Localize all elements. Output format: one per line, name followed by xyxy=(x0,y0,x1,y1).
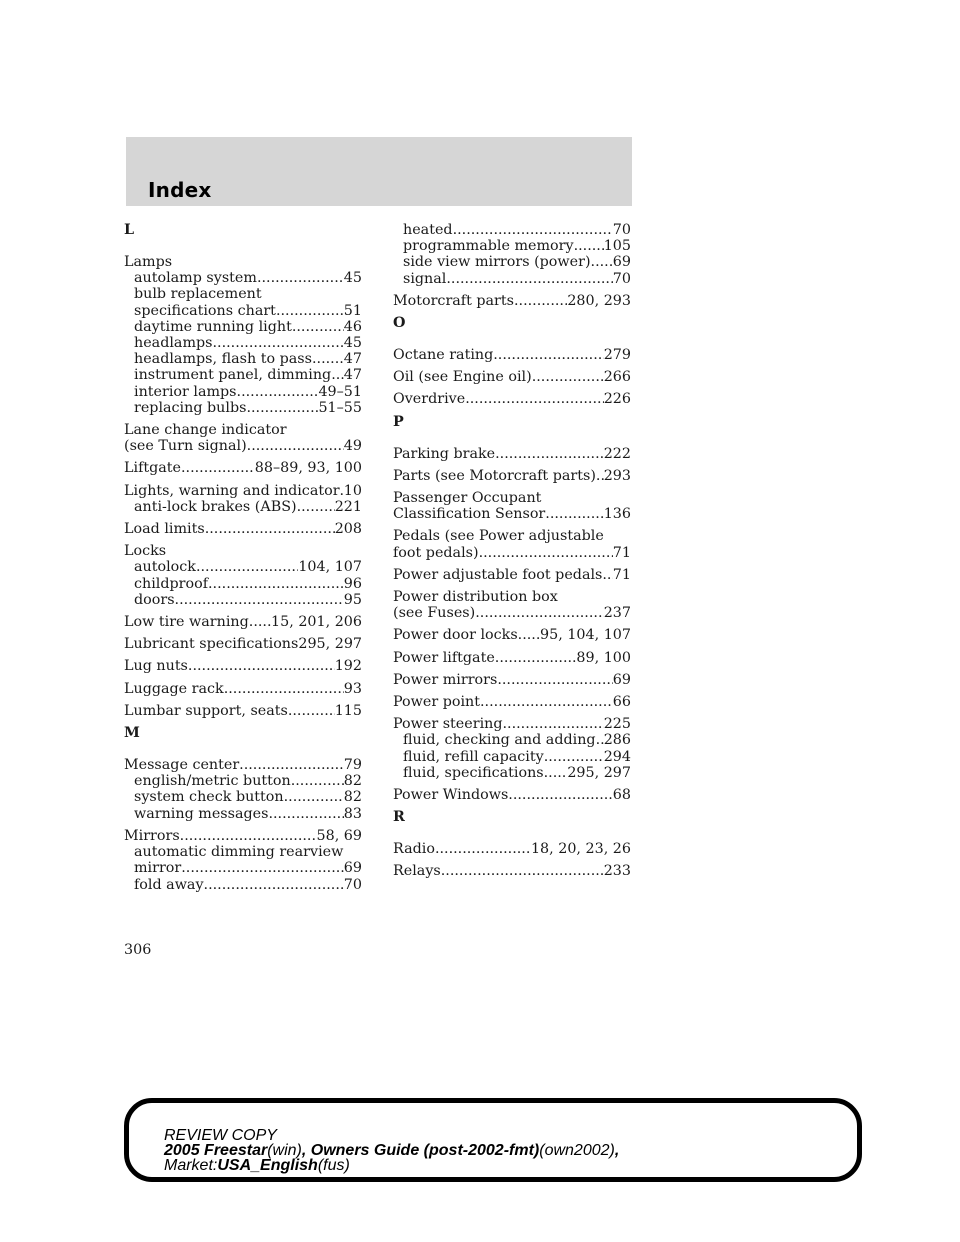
dot-leader xyxy=(596,468,604,484)
entry-term: Motorcraft parts xyxy=(393,292,514,309)
dot-leader xyxy=(196,559,298,575)
entry-term: replacing bulbs xyxy=(134,399,247,416)
index-subentry xyxy=(124,384,362,400)
index-subentry xyxy=(393,271,631,287)
entry-term: autolamp system xyxy=(134,270,257,287)
index-entry-line xyxy=(124,543,362,559)
index-entry xyxy=(124,636,362,652)
dot-leader xyxy=(479,545,613,561)
index-entry-line xyxy=(393,650,631,666)
document-id-line: 2005 Freestar(win), Owners Guide (post-2002-fmt)(own2002), xyxy=(164,1142,620,1159)
entry-term: english/metric button xyxy=(134,773,291,790)
index-subentry xyxy=(393,732,631,748)
entry-term: fluid, checking and adding xyxy=(403,732,596,749)
dot-leader xyxy=(435,841,531,857)
index-entry xyxy=(393,567,631,583)
dot-leader xyxy=(205,521,335,537)
dot-leader xyxy=(239,757,344,773)
page-reference: 58, 69 xyxy=(316,827,362,844)
index-entry-line xyxy=(393,694,631,710)
section-header-bar xyxy=(126,137,632,206)
entry-term: Power distribution box xyxy=(393,589,558,606)
dot-leader xyxy=(495,446,604,462)
index-entry-line xyxy=(393,506,631,522)
entry-term: signal xyxy=(403,270,447,287)
index-entry xyxy=(124,614,362,630)
dot-leader xyxy=(291,773,344,789)
page-reference: 294 xyxy=(603,748,631,765)
dot-leader xyxy=(508,787,613,803)
index-subentry xyxy=(393,254,631,270)
index-subentry xyxy=(124,303,362,319)
entry-term: Octane rating xyxy=(393,347,494,364)
page-reference: 95, 104, 107 xyxy=(540,627,631,644)
page-reference: 83 xyxy=(343,805,362,822)
dot-leader xyxy=(544,765,568,781)
page-reference: 93 xyxy=(343,680,362,697)
index-entry-line xyxy=(124,460,362,476)
index-entry-line xyxy=(124,757,362,773)
entry-term: autolock xyxy=(134,559,196,576)
index-entry-line xyxy=(393,627,631,643)
index-entry xyxy=(124,543,362,608)
index-letter-heading: L xyxy=(124,222,135,238)
page-reference: 104, 107 xyxy=(298,559,362,576)
page-reference: 208 xyxy=(334,521,362,538)
index-subentry xyxy=(124,789,362,805)
page-reference: 192 xyxy=(334,658,362,675)
entry-term: Lane change indicator xyxy=(124,422,287,439)
index-subentry xyxy=(124,270,362,286)
dot-leader xyxy=(312,351,344,367)
entry-term: foot pedals) xyxy=(393,544,479,561)
index-entry xyxy=(124,703,362,719)
dot-leader xyxy=(204,877,344,893)
index-entry-line xyxy=(124,438,362,454)
page-reference: 66 xyxy=(612,694,631,711)
index-entry xyxy=(393,222,631,287)
page-reference: 51–55 xyxy=(318,399,362,416)
page-reference: 15, 201, 206 xyxy=(271,614,362,631)
entry-term: automatic dimming rearview xyxy=(134,844,344,861)
entry-term: childproof xyxy=(134,575,209,592)
page-reference: 68 xyxy=(612,787,631,804)
dot-leader xyxy=(545,506,603,522)
dot-leader xyxy=(188,658,335,674)
entry-term: doors xyxy=(134,591,175,608)
index-letter-heading: P xyxy=(393,413,404,430)
entry-term: mirror xyxy=(134,860,182,877)
page-reference: 45 xyxy=(343,270,362,287)
page-reference: 266 xyxy=(603,369,631,386)
index-entry-line xyxy=(124,636,362,652)
entry-term: fluid, refill capacity xyxy=(403,748,544,765)
index-entry xyxy=(393,672,631,688)
index-entry-line xyxy=(393,567,631,583)
dot-leader xyxy=(574,238,604,254)
page-reference: 225 xyxy=(603,716,631,733)
entry-term: Relays xyxy=(393,863,441,880)
entry-term: Radio xyxy=(393,841,435,858)
index-entry xyxy=(393,446,631,462)
dot-leader xyxy=(495,650,577,666)
index-entry xyxy=(393,369,631,385)
index-entry xyxy=(124,254,362,416)
page-reference: 279 xyxy=(603,347,631,364)
entry-term: Parking brake xyxy=(393,445,496,462)
page-reference: 47 xyxy=(343,367,362,384)
page-reference: 96 xyxy=(343,575,362,592)
index-entry-line xyxy=(393,545,631,561)
index-subentry xyxy=(124,559,362,575)
entry-term: (see Turn signal) xyxy=(124,438,247,455)
page-reference: 46 xyxy=(343,318,362,335)
entry-term: Lights, warning and indicator xyxy=(124,482,340,499)
index-letter-heading: M xyxy=(124,725,140,742)
index-entry xyxy=(393,841,631,857)
page-reference: 88–89, 93, 100 xyxy=(254,460,362,477)
index-subentry xyxy=(124,367,362,383)
index-entry-line xyxy=(393,863,631,879)
index-entry xyxy=(393,627,631,643)
entry-term: instrument panel, dimming xyxy=(134,367,332,384)
entry-term: Passenger Occupant xyxy=(393,490,542,507)
dot-leader xyxy=(518,627,540,643)
page-reference: 295, 297 xyxy=(567,764,631,781)
index-subentry xyxy=(124,806,362,822)
index-entry-line xyxy=(393,589,631,605)
dot-leader xyxy=(249,614,271,630)
page-reference: 293 xyxy=(603,467,631,484)
index-entry-line xyxy=(393,528,631,544)
dot-leader xyxy=(453,222,613,238)
entry-term: Power point xyxy=(393,694,481,711)
dot-leader xyxy=(181,460,255,476)
entry-term: (see Fuses) xyxy=(393,605,476,622)
page-reference: 136 xyxy=(603,506,631,523)
index-subentry xyxy=(124,286,362,302)
index-subentry xyxy=(393,238,631,254)
entry-term: Load limits xyxy=(124,521,205,538)
page-reference: 45 xyxy=(343,335,362,352)
entry-term: fold away xyxy=(134,876,204,893)
index-column-left xyxy=(124,222,362,899)
index-entry-line xyxy=(393,841,631,857)
entry-term: system check button xyxy=(134,789,284,806)
index-entry xyxy=(393,490,631,522)
index-entry-line xyxy=(393,672,631,688)
dot-leader xyxy=(208,576,344,592)
entry-term: side view mirrors (power) xyxy=(403,254,591,271)
entry-term: Power liftgate xyxy=(393,649,495,666)
index-entry xyxy=(393,528,631,560)
page-reference: 51 xyxy=(343,302,362,319)
dot-leader xyxy=(480,694,613,710)
index-subentry xyxy=(124,499,362,515)
dot-leader xyxy=(475,605,603,621)
index-entry xyxy=(393,787,631,803)
index-entry-line xyxy=(124,483,362,499)
dot-leader xyxy=(465,391,604,407)
page-reference: 89, 100 xyxy=(576,649,631,666)
index-entry-line xyxy=(393,369,631,385)
index-entry-line xyxy=(124,828,362,844)
index-column-right xyxy=(393,222,631,886)
dot-leader xyxy=(297,499,335,515)
dot-leader xyxy=(596,732,604,748)
index-entry-line xyxy=(393,787,631,803)
dot-leader xyxy=(532,369,604,385)
index-entry xyxy=(124,658,362,674)
index-entry-line xyxy=(124,254,362,270)
page-reference: 69 xyxy=(612,671,631,688)
page-reference: 79 xyxy=(343,757,362,774)
dot-leader xyxy=(544,749,604,765)
index-entry-line xyxy=(393,293,631,309)
index-entry xyxy=(393,589,631,621)
index-entry-line xyxy=(393,391,631,407)
dot-leader xyxy=(331,367,344,383)
index-subentry xyxy=(124,576,362,592)
page-reference: 82 xyxy=(343,789,362,806)
index-letter-heading: O xyxy=(393,315,406,332)
page-reference: 70 xyxy=(343,876,362,893)
page-reference: 280, 293 xyxy=(567,292,631,309)
entry-term: Lubricant specifications xyxy=(124,636,299,653)
index-entry xyxy=(124,521,362,537)
dot-leader xyxy=(247,438,344,454)
index-entry xyxy=(393,347,631,363)
index-entry xyxy=(393,863,631,879)
entry-term: Oil (see Engine oil) xyxy=(393,369,532,386)
page-reference: 105 xyxy=(603,238,631,255)
entry-term: Power door locks xyxy=(393,627,518,644)
review-label: REVIEW COPY xyxy=(164,1127,277,1144)
entry-term: Message center xyxy=(124,757,240,774)
entry-term: Lumbar support, seats xyxy=(124,702,288,719)
review-copy-text xyxy=(164,1128,619,1173)
entry-term: Parts (see Motorcraft parts) xyxy=(393,467,596,484)
index-subentry xyxy=(124,844,362,860)
dot-leader xyxy=(292,319,344,335)
dot-leader xyxy=(503,716,604,732)
index-entry xyxy=(124,681,362,697)
index-letter-heading: R xyxy=(393,809,405,826)
index-subentry xyxy=(124,773,362,789)
entry-term: Pedals (see Power adjustable xyxy=(393,528,604,545)
entry-term: Power mirrors xyxy=(393,671,498,688)
index-entry-line xyxy=(124,681,362,697)
entry-term: Luggage rack xyxy=(124,680,224,697)
dot-leader xyxy=(257,270,344,286)
index-entry xyxy=(393,716,631,781)
index-entry-line xyxy=(124,422,362,438)
dot-leader xyxy=(514,293,567,309)
dot-leader xyxy=(441,863,604,879)
dot-leader xyxy=(268,806,343,822)
page-reference: 69 xyxy=(612,254,631,271)
page-reference: 222 xyxy=(603,445,631,462)
index-entry xyxy=(393,293,631,309)
index-subentry xyxy=(124,319,362,335)
index-entry xyxy=(124,460,362,476)
index-entry xyxy=(124,422,362,454)
dot-leader xyxy=(602,567,612,583)
index-subentry xyxy=(393,222,631,238)
entry-term: Lamps xyxy=(124,254,173,270)
page-reference: 71 xyxy=(612,544,631,561)
entry-term: Liftgate xyxy=(124,460,181,477)
entry-term: programmable memory xyxy=(403,238,574,255)
dot-leader xyxy=(181,860,344,876)
dot-leader xyxy=(246,400,318,416)
entry-term: daytime running light xyxy=(134,318,292,335)
index-subentry xyxy=(124,351,362,367)
page-reference: 82 xyxy=(343,773,362,790)
index-subentry xyxy=(124,877,362,893)
index-entry xyxy=(124,483,362,515)
index-entry-line xyxy=(393,468,631,484)
page-title: Index xyxy=(148,178,212,202)
entry-term: heated xyxy=(403,222,453,238)
index-subentry xyxy=(124,400,362,416)
dot-leader xyxy=(493,347,603,363)
market-line: Market:USA_English(fus) xyxy=(164,1157,350,1174)
index-entry xyxy=(393,694,631,710)
entry-term: interior lamps xyxy=(134,383,237,400)
page-reference: 70 xyxy=(612,270,631,287)
page-reference: 71 xyxy=(612,566,631,583)
dot-leader xyxy=(175,592,344,608)
entry-term: Mirrors xyxy=(124,827,180,844)
entry-term: headlamps xyxy=(134,335,213,352)
dot-leader xyxy=(276,303,344,319)
entry-term: Power steering xyxy=(393,716,503,733)
page-reference: 237 xyxy=(603,605,631,622)
index-entry-line xyxy=(124,658,362,674)
entry-term: Power adjustable foot pedals xyxy=(393,566,603,583)
page-reference: 221 xyxy=(334,498,362,515)
index-entry xyxy=(393,391,631,407)
index-entry-line xyxy=(124,614,362,630)
index-entry-line xyxy=(393,347,631,363)
entry-term: headlamps, flash to pass xyxy=(134,351,312,368)
page-reference: 47 xyxy=(343,351,362,368)
index-subentry xyxy=(393,765,631,781)
index-subentry xyxy=(393,749,631,765)
page-reference: 69 xyxy=(343,860,362,877)
entry-term: warning messages xyxy=(134,805,269,822)
entry-term: Locks xyxy=(124,543,167,560)
index-entry-line xyxy=(124,703,362,719)
page-reference: 18, 20, 23, 26 xyxy=(530,841,631,858)
dot-leader xyxy=(497,672,612,688)
dot-leader xyxy=(446,271,612,287)
index-entry-line xyxy=(393,490,631,506)
dot-leader xyxy=(224,681,344,697)
index-entry-line xyxy=(393,605,631,621)
page-reference: 286 xyxy=(603,732,631,749)
index-subentry xyxy=(124,592,362,608)
index-subentry xyxy=(124,335,362,351)
entry-term: Low tire warning xyxy=(124,614,249,631)
entry-term: specifications chart xyxy=(134,302,276,319)
page-number: 306 xyxy=(124,942,152,958)
page-reference: 233 xyxy=(603,863,631,880)
index-entry-line xyxy=(393,446,631,462)
entry-term: Classification Sensor xyxy=(393,506,546,523)
entry-term: Lug nuts xyxy=(124,658,188,675)
page-reference: 49 xyxy=(343,438,362,455)
entry-term: bulb replacement xyxy=(134,286,262,303)
page-reference: 115 xyxy=(334,702,362,719)
index-entry-line xyxy=(393,716,631,732)
index-entry xyxy=(393,650,631,666)
page-reference: 70 xyxy=(612,222,631,238)
page-reference: 295, 297 xyxy=(298,636,363,653)
page-reference: 49–51 xyxy=(318,383,362,400)
dot-leader xyxy=(288,703,335,719)
index-entry xyxy=(393,468,631,484)
page-reference: 226 xyxy=(603,391,631,408)
index-subentry xyxy=(124,860,362,876)
page-reference: 10 xyxy=(343,482,362,499)
entry-term: Overdrive xyxy=(393,391,466,408)
entry-term: fluid, specifications xyxy=(403,764,544,781)
dot-leader xyxy=(591,254,613,270)
index-entry xyxy=(124,757,362,822)
dot-leader xyxy=(180,828,317,844)
entry-term: anti-lock brakes (ABS) xyxy=(134,498,297,515)
page-reference: 95 xyxy=(343,591,362,608)
entry-term: Power Windows xyxy=(393,787,509,804)
dot-leader xyxy=(284,789,344,805)
dot-leader xyxy=(237,384,319,400)
index-entry-line xyxy=(124,521,362,537)
dot-leader xyxy=(213,335,344,351)
index-entry xyxy=(124,828,362,893)
